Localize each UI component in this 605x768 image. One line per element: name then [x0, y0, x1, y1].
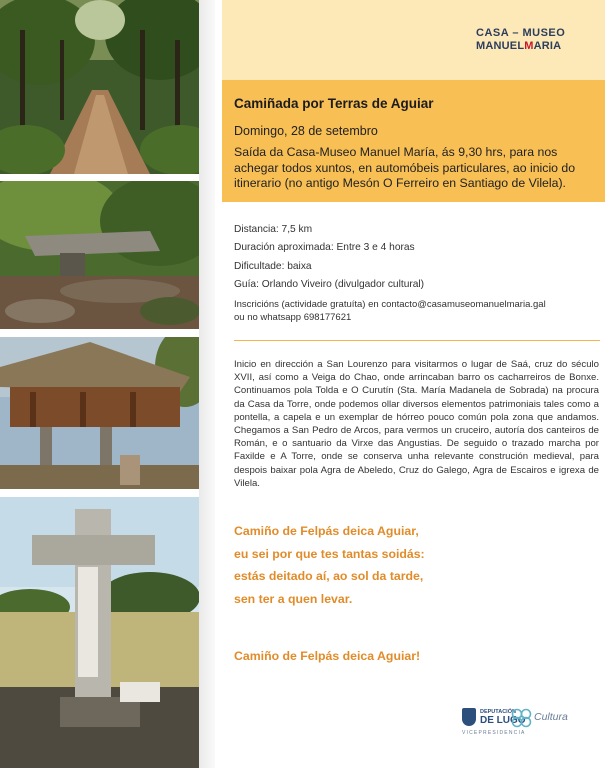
- logo-maria: ARIA: [533, 40, 562, 52]
- logo-heart-m: M: [524, 40, 534, 52]
- intro-text: Saída da Casa-Museo Manuel María, ás 9,30 hrs, para nos achegar todos xuntos, en automóbeis particulares, ao inicio do itinerario (no antigo Mesón O Ferreiro en Santiago de Vilela).: [234, 145, 576, 190]
- lugo-crest-icon: [462, 708, 476, 726]
- body-text: Inicio en dirección a San Lourenzo para visitarmos o lugar de Saá, cruz do século XVII, así como a Veiga do Chao, onde arrincaban barro os cacharreiros de Bonxe. Continuamos pola Tolda e O Curutín (Sta. María Madanela de Sobrada) na procura da Casa da Torre, onde podemos ollar diversos elementos patrimoniais tales como a pontella, a capela e un exemplar de hórreo pouco común pola zona que andamos. Chegamos a San Pedro de Arcos, para vermos un cruceiro, autoría dos canteiros de Román, e o santuario da Virxe das Angustias. De seguido o trazado marcha por Faxilde e A Torre, onde se conserva unha relevante construción medieval, para despois baixar pola Agra de Abeledo, Cruz do Galego, Agra de Escairos e igrexa de Vilela.: [234, 359, 599, 489]
- sidebar-strip: [199, 0, 215, 768]
- event-date: Domingo, 28 de setembro: [234, 124, 378, 138]
- footer-cultura: Cultura: [534, 711, 568, 723]
- inscriptions-line-1: Inscricións (actividade gratuíta) en contacto@casamuseomanuelmaria.gal: [234, 299, 546, 310]
- photo-stone-bridge: [0, 181, 199, 329]
- footer-lugo: DE LUGO: [480, 715, 526, 726]
- footer-vicepresidencia: VICEPRESIDENCIA: [462, 730, 526, 736]
- inscriptions: [234, 298, 599, 324]
- refrain: Camiño de Felpás deica Aguiar!: [234, 649, 421, 663]
- info-difficulty: Dificultade: baixa: [234, 261, 312, 272]
- poem-line-4: sen ter a quen levar.: [234, 591, 353, 606]
- photo-granary: [0, 337, 199, 489]
- info-duration: Duración aproximada: Entre 3 e 4 horas: [234, 242, 415, 253]
- casa-museo-logo: [476, 27, 576, 57]
- poem: [234, 520, 425, 610]
- photo-stone-cross: [0, 497, 199, 768]
- poem-line-1: Camiño de Felpás deica Aguiar,: [234, 524, 419, 538]
- page-title: Camiñada por Terras de Aguiar: [234, 96, 434, 111]
- footer-deputacion: DEPUTACIÓN: [480, 709, 516, 715]
- logo-manuel: MANUEL: [476, 40, 525, 52]
- logo-line-1: CASA – MUSEO: [476, 27, 566, 39]
- info-guide: Guía: Orlando Viveiro (divulgador cultural): [234, 279, 425, 290]
- inscriptions-line-2: ou no whatsapp 698177621: [234, 312, 352, 323]
- photo-forest-path: [0, 0, 199, 174]
- footer-logos: [462, 706, 597, 738]
- poem-line-3: estás deitado aí, ao sol da tarde,: [234, 569, 424, 583]
- logo-line-2: [476, 40, 576, 52]
- cultura-rings-icon: [511, 708, 533, 728]
- divider: [234, 340, 600, 341]
- poem-line-2: eu sei por que tes tantas soidás:: [234, 546, 425, 561]
- info-distance: Distancia: 7,5 km: [234, 224, 313, 235]
